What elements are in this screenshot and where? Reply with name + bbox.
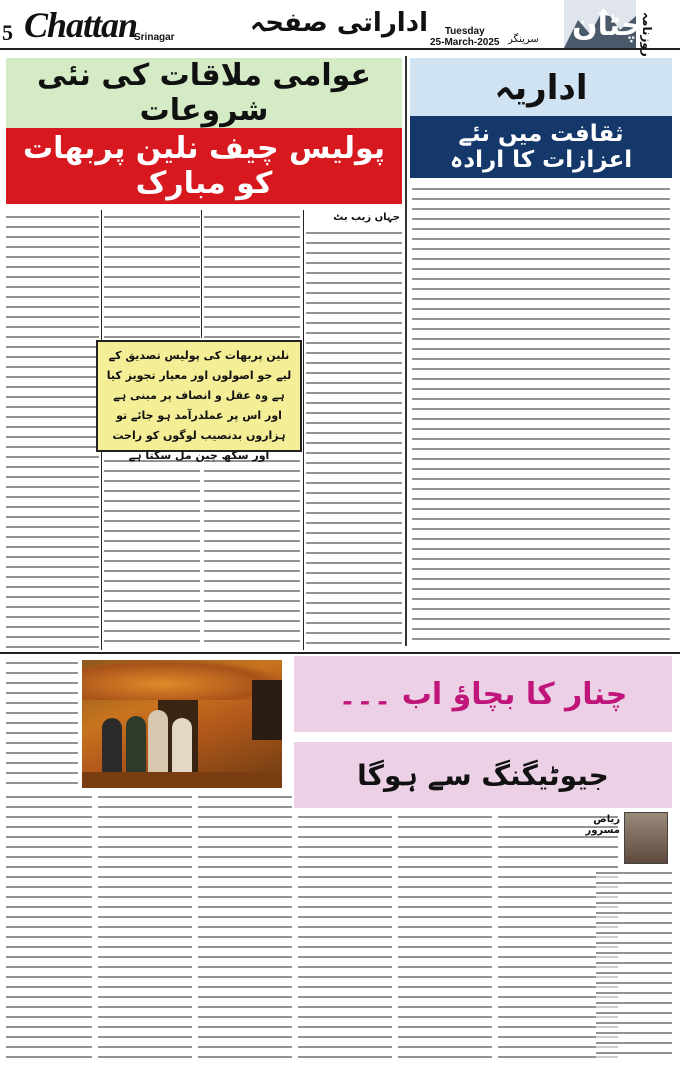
chinar-headline-1: چنار کا بچاؤ اب ۔۔۔: [338, 676, 628, 712]
author-photo: [624, 812, 668, 864]
chinar-headline-box: [294, 656, 672, 732]
section-divider: [0, 652, 680, 654]
column-rule: [201, 210, 202, 338]
column-divider: [405, 56, 407, 646]
date-block: [430, 26, 499, 48]
pull-quote: نلین پربھات کی پولیس تصدیق کے لیے جو اصولوں اور معیار تجویز کیا ہے وہ عقل و انصاف پر مبنی ہے اور اس پر عملدرآمد ہو جائے تو ہزاروں بدنصیب لوگوں کو راحت اور سکھ چین مل سکتا ہے: [96, 340, 302, 452]
lead-byline: جہاں زیب بٹ: [333, 212, 400, 223]
lead-column-2-top: [204, 212, 300, 338]
lead-column-3-top: [104, 212, 200, 338]
chinar-headline-box-2: [294, 742, 672, 808]
chinar-col-d: [298, 812, 392, 1062]
date-label: 25-March-2025: [430, 37, 500, 48]
editorial-body: [412, 184, 670, 648]
person-figure: [102, 718, 122, 780]
chinar-col-e: [398, 812, 492, 1062]
page-title: اداراتی صفحہ: [250, 8, 428, 38]
chinar-byline: ریاض مسرور: [585, 814, 620, 836]
lead-subheadline-box: [6, 128, 402, 204]
city-label-ur: سرینگر: [508, 34, 539, 45]
editorial-label: اداریہ: [494, 67, 588, 108]
editorial-headline-box: [410, 116, 672, 178]
editorial-label-box: [410, 58, 672, 116]
person-figure: [172, 718, 192, 780]
lead-subheadline: پولیس چیف نلین پربھات کو مبارک: [22, 131, 386, 201]
logo-text: چٹان: [572, 8, 643, 43]
city-label-en: Srinagar: [134, 32, 175, 43]
lead-headline: عوامی ملاقات کی نئی شروعات: [37, 58, 371, 128]
column-rule: [303, 210, 304, 650]
chinar-col-g: [596, 868, 672, 1062]
lead-column-4: [6, 212, 99, 648]
day-label: Tuesday: [444, 26, 485, 37]
lead-column-2-bottom: [204, 456, 300, 648]
chinar-col-c: [198, 792, 292, 1062]
rozanama-label: روزنامہ: [640, 12, 654, 57]
chinar-col-left-top: [6, 658, 78, 788]
page-number: 5: [2, 20, 13, 45]
leaf-ground: [82, 772, 282, 788]
lead-column-1: [306, 228, 402, 648]
editorial-headline: ثقافت میں نئے اعزازات کا ارادہ: [449, 121, 633, 173]
house: [252, 680, 282, 740]
chinar-headline-2: جیوٹیگنگ سے ہوگا: [357, 758, 609, 792]
lead-column-3-bottom: [104, 456, 200, 648]
person-figure: [148, 710, 168, 780]
chinar-col-a: [6, 792, 92, 1062]
brand-name: Chattan: [24, 5, 138, 45]
person-figure: [126, 716, 146, 780]
chinar-photo: [82, 660, 282, 788]
chinar-col-b: [98, 792, 192, 1062]
lead-headline-box: [6, 58, 402, 128]
